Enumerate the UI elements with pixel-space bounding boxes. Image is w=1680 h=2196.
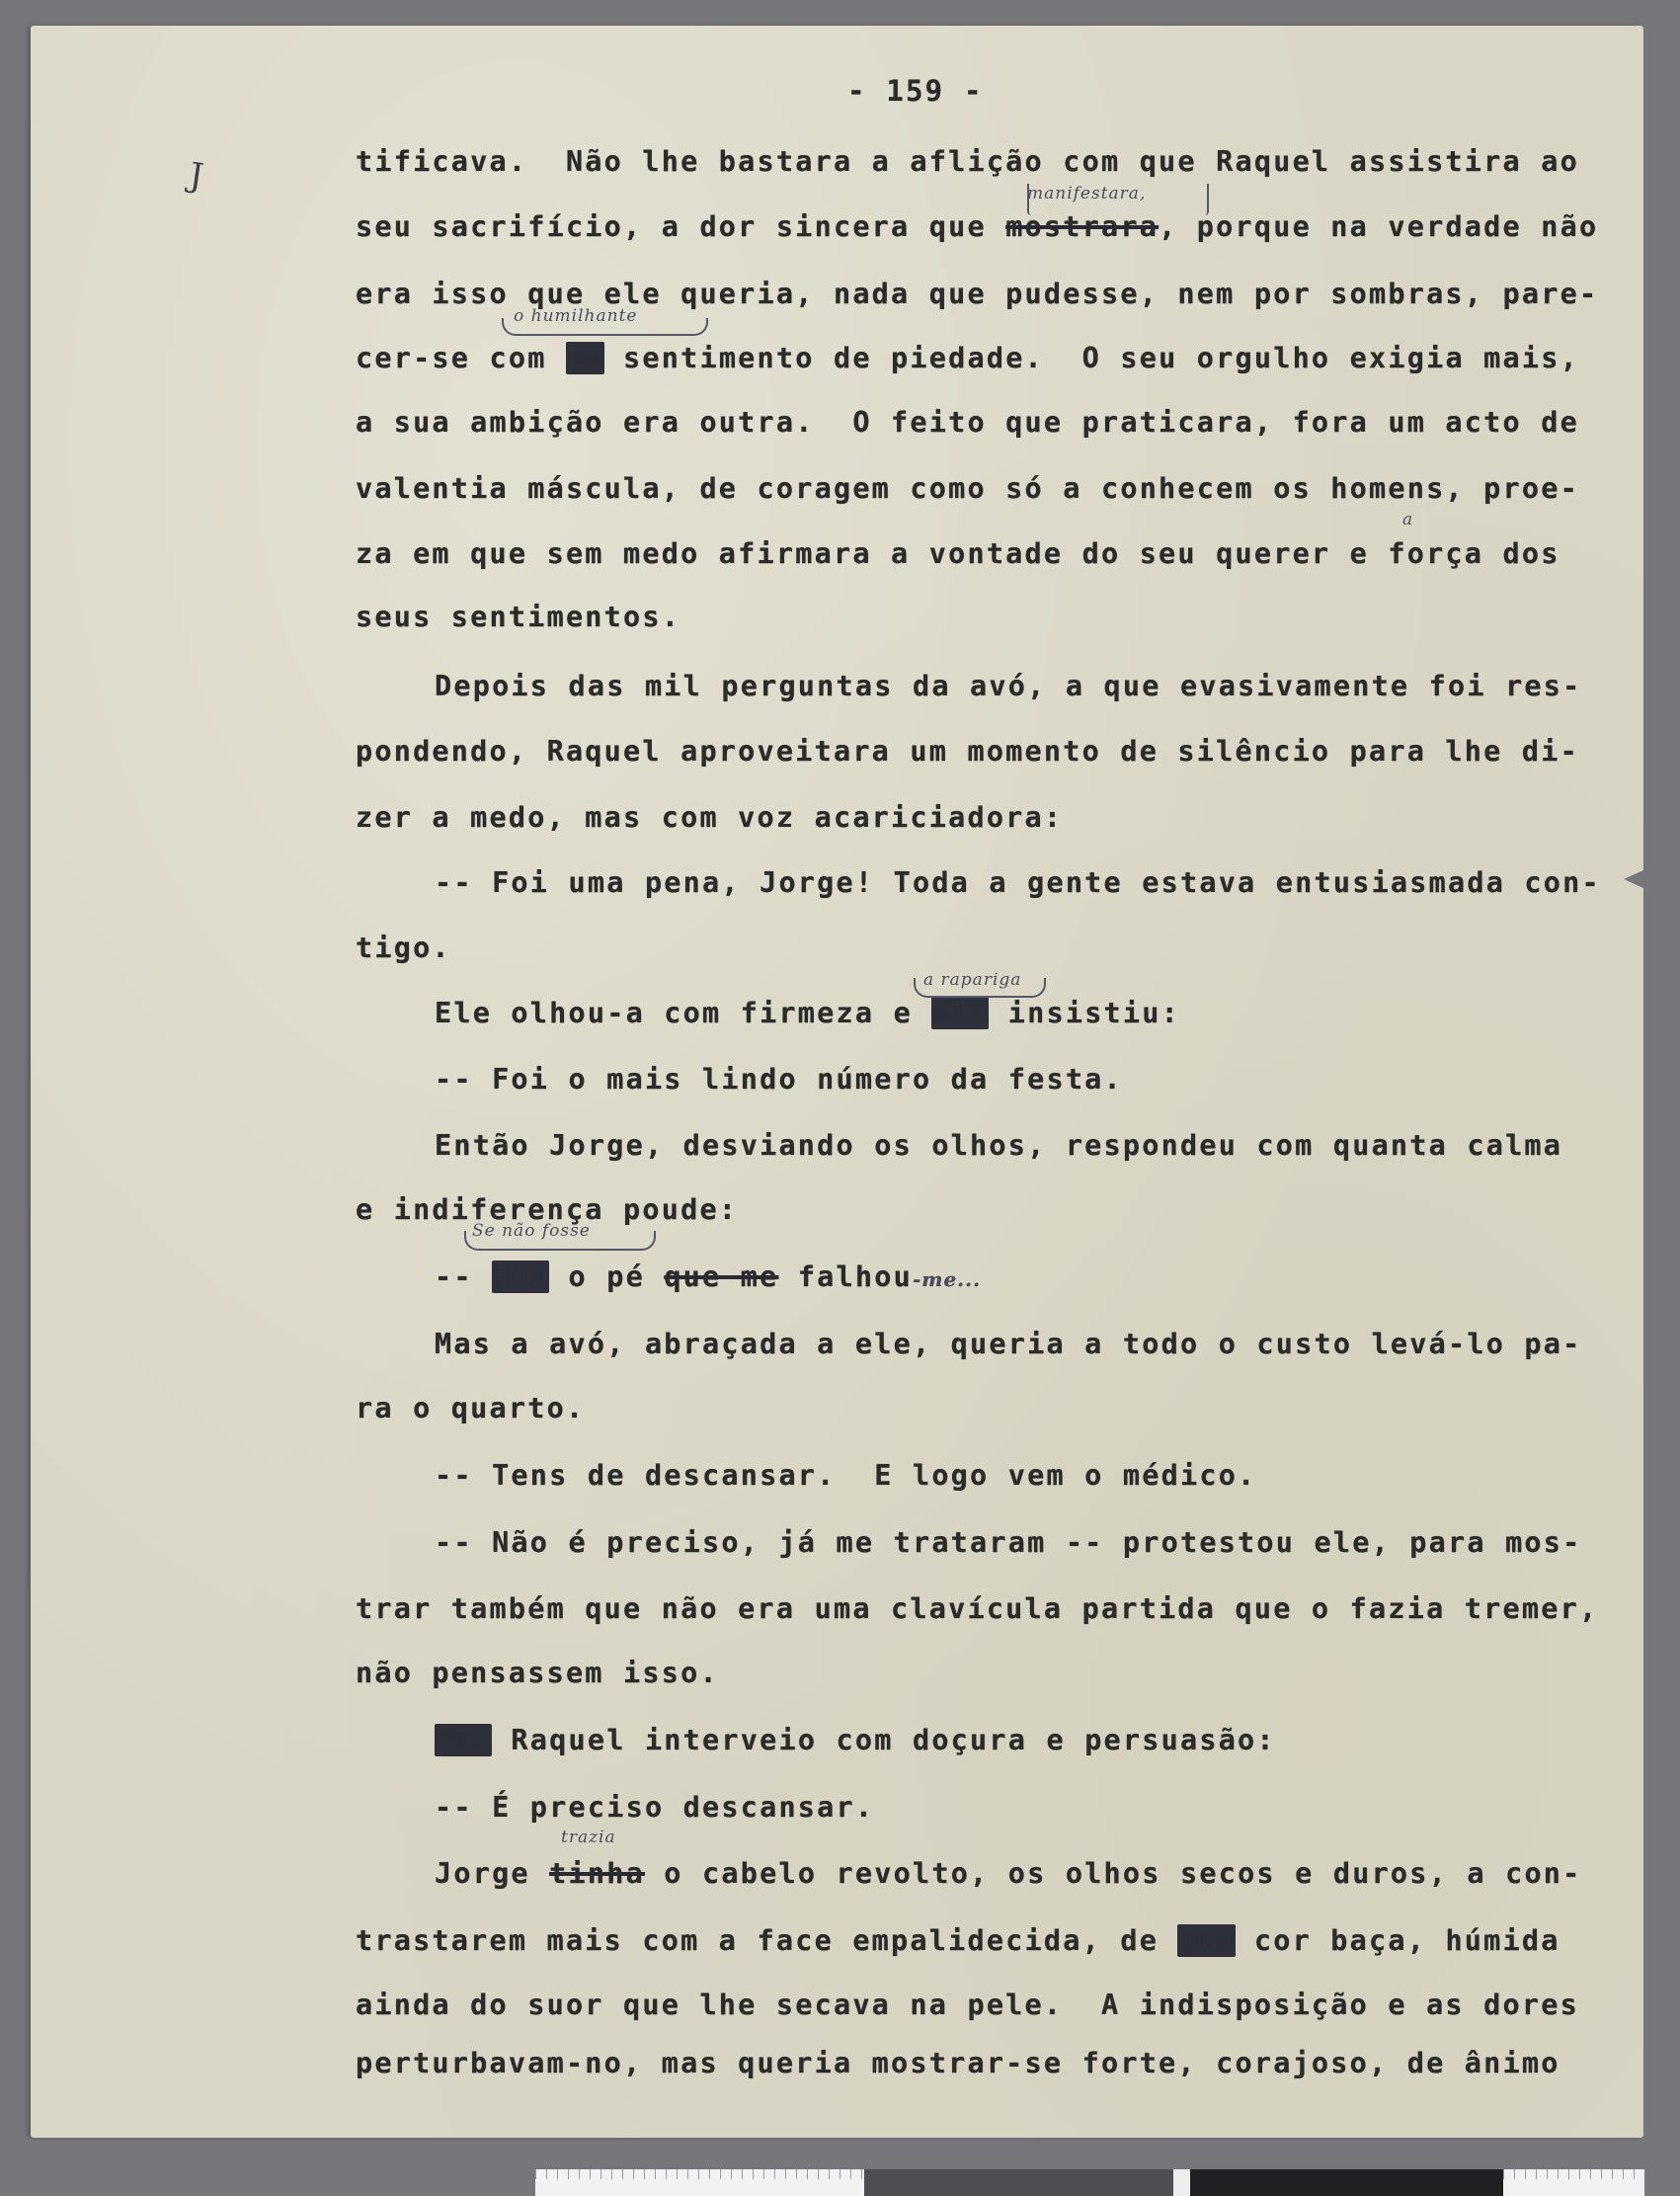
line-text: Ele olhou-a com firmeza e (435, 997, 932, 1029)
text-line-16: Então Jorge, desviando os olhos, respondeu com quanta calma (435, 1129, 1563, 1162)
text-line-12: -- Foi uma pena, Jorge! Toda a gente estava entusiasmada con- (435, 866, 1601, 899)
text-line-17: e indiferença poude: (356, 1193, 739, 1226)
text-line-2 (356, 210, 1599, 243)
struck-word: Mas (435, 1724, 493, 1756)
text-line-1: tificava. Não lhe bastara a aflição com que Raquel assistira ao (356, 145, 1579, 178)
handwritten-insertion: -me... (912, 1267, 982, 1291)
correction-bracket (1027, 184, 1209, 215)
struck-word: mostrara (1005, 210, 1160, 243)
struck-word: Foi (492, 1261, 550, 1293)
text-line-23: trar também que não era uma clavícula partida que o fazia tremer, (356, 1592, 1599, 1625)
line-text: força dos (1388, 537, 1560, 570)
line-text: , porque na verdade não (1159, 210, 1599, 243)
gray-patch (864, 2169, 1173, 2196)
line-text: cer-se com (356, 342, 566, 374)
text-line-28 (356, 1924, 1560, 1957)
text-line-20: ra o quarto. (356, 1392, 586, 1424)
line-text: Raquel interveio com doçura e persuasão: (492, 1724, 1276, 1756)
line-text: seu sacrifício, a dor sincera que (356, 210, 1006, 243)
struck-word: um (565, 342, 604, 374)
struck-word: tinha (549, 1857, 645, 1890)
page-number: - 159 - (847, 74, 984, 108)
correction-bracket (464, 1231, 656, 1251)
text-line-5: a sua ambição era outra. O feito que praticara, fora um acto de (356, 406, 1579, 439)
text-line-27 (435, 1857, 1582, 1890)
line-text: insistiu: (989, 997, 1180, 1029)
handwritten-correction: a rapariga (923, 970, 1022, 990)
correction-bracket (502, 318, 708, 336)
text-line-26: -- É preciso descansar. (435, 1791, 875, 1824)
line-text: trastarem mais com a face empalidecida, de (356, 1924, 1178, 1957)
text-line-4 (356, 342, 1579, 374)
text-line-9: Depois das mil perguntas da avó, a que evasivamente foi res- (435, 670, 1582, 702)
scale-ruler-right (1503, 2169, 1644, 2196)
text-line-3: era isso que ele queria, nada que pudesse, nem por sombras, pare- (356, 278, 1599, 310)
text-line-10: pondendo, Raquel aproveitara um momento de silêncio para lhe di- (356, 735, 1579, 768)
line-text: o pé (549, 1261, 665, 1293)
margin-mark: J (187, 155, 206, 197)
text-line-24: não pensassem isso. (356, 1657, 719, 1689)
text-line-29: ainda do suor que lhe secava na pele. A indisposição e as dores (356, 1989, 1579, 2021)
struck-word: uma (1177, 1924, 1236, 1957)
text-line-21: -- Tens de descansar. E logo vem o médico. (435, 1459, 1257, 1492)
line-text: sentimento de piedade. O seu orgulho exigia mais, (603, 342, 1579, 374)
text-line-25 (435, 1724, 1276, 1756)
text-line-7 (356, 537, 1560, 570)
handwritten-correction: o humilhante (514, 306, 638, 326)
handwritten-correction: manifestara, (1027, 184, 1147, 203)
text-line-19: Mas a avó, abraçada a ele, queria a todo o custo levá-lo pa- (435, 1328, 1582, 1360)
line-text: cor baça, húmida (1235, 1924, 1560, 1957)
struck-word: ela (931, 997, 990, 1029)
line-text: za em que sem medo afirmara a vontade do seu querer e (356, 537, 1389, 570)
struck-word: que me (664, 1261, 779, 1293)
line-text: -- (435, 1261, 493, 1293)
line-text: Jorge (435, 1857, 550, 1890)
text-line-13: tigo. (356, 932, 451, 964)
text-line-15: -- Foi o mais lindo número da festa. (435, 1063, 1123, 1096)
line-text: o cabelo revolto, os olhos secos e duros, a con- (644, 1857, 1582, 1890)
handwritten-insertion: a (1402, 510, 1414, 529)
line-text: falhou (778, 1261, 913, 1293)
text-line-8: seus sentimentos. (356, 601, 681, 633)
paper-tear (1624, 869, 1645, 889)
handwritten-correction: trazia (561, 1828, 616, 1847)
text-line-14 (435, 997, 1180, 1029)
correction-bracket (914, 978, 1046, 998)
text-line-6: valentia máscula, de coragem como só a conhecem os homens, proe- (356, 472, 1579, 505)
white-patch (1173, 2169, 1190, 2196)
text-line-30: perturbavam-no, mas queria mostrar-se forte, corajoso, de ânimo (356, 2047, 1560, 2079)
text-line-11: zer a medo, mas com voz acariciadora: (356, 801, 1064, 834)
text-line-18 (435, 1263, 981, 1292)
text-line-22: -- Não é preciso, já me trataram -- protestou ele, para mos- (435, 1526, 1582, 1559)
scale-ruler-left (535, 2169, 864, 2196)
black-patch (1190, 2169, 1503, 2196)
handwritten-correction: Se não fosse (472, 1221, 591, 1241)
